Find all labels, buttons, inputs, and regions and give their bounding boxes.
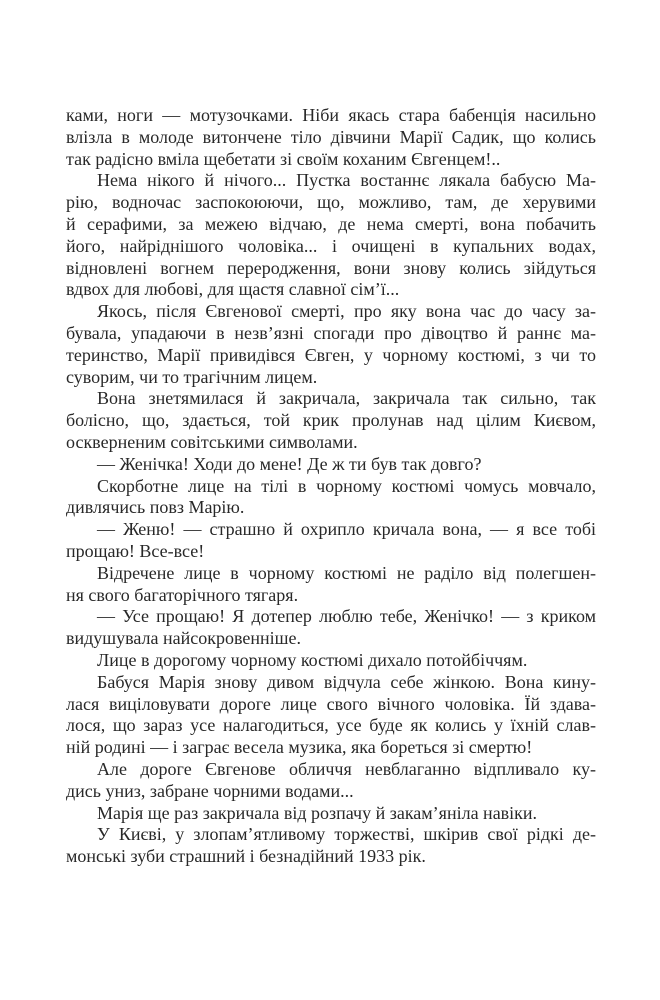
page-text — [66, 105, 596, 868]
text-line: рію, водночас заспокоюючи, що, можливо, там, де херувими — [66, 192, 596, 213]
text-line: Але дороге Євгенове обличчя невблаганно відпливало ку- — [97, 758, 596, 779]
text-line: Скорботне лице на тілі в чорному костюмі чомусь мовчало, — [97, 475, 596, 496]
text-line: лося, що зараз усе налагодиться, усе буде як колись у їхній слав- — [66, 715, 596, 736]
text-line: й серафими, за межею відчаю, де нема смерті, вона побачить — [66, 213, 596, 234]
text-line: бувала, упадаючи в незв’язні спогади про дівоцтво й раннє ма- — [66, 322, 596, 343]
text-line: прощаю! Все-все! — [66, 540, 205, 561]
text-line: дись униз, забране чорними водами... — [66, 780, 354, 801]
text-line: монські зуби страшний і безнадійний 1933 рік. — [66, 846, 426, 867]
text-line: лася виціловувати дороге лице свого вічного чоловіка. Їй здава- — [66, 693, 596, 714]
text-line: — Усе прощаю! Я дотепер люблю тебе, Женічко! — з криком — [97, 606, 596, 627]
text-line: ній родині — і заграє весела музика, яка бореться зі смертю! — [66, 737, 533, 758]
text-line: вдвох для любові, для щастя славної сім’ї... — [66, 279, 400, 300]
text-line: відновлені вогнем переродження, вони знову колись зійдуться — [66, 257, 596, 278]
text-line: суворим, чи то трагічним лицем. — [66, 366, 318, 387]
text-line: болісно, що, здається, той крик пролунав над цілим Києвом, — [66, 410, 596, 431]
text-line: Марія ще раз закричала від розпачу й закам’яніла навіки. — [97, 802, 538, 823]
text-line: Бабуся Марія знову дивом відчула себе жінкою. Вона кину- — [97, 671, 596, 692]
text-line: Якось, після Євгенової смерті, про яку вона час до часу за- — [97, 301, 596, 322]
text-line: видушувала найсокровенніше. — [66, 628, 302, 649]
text-line: теринство, Марії привидівся Євген, у чорному костюмі, з чи то — [66, 344, 596, 365]
text-line: влізла в молоде витончене тіло дівчини Марії Садик, що колись — [66, 126, 596, 147]
text-line: — Женю! — страшно й охрипло кричала вона, — я все тобі — [97, 519, 596, 540]
text-line: ками, ноги — мотузочками. Ніби якась стара бабенція насильно — [66, 105, 596, 125]
text-line: Відречене лице в чорному костюмі не раділо від полегшен- — [97, 562, 596, 583]
text-line: — Женічка! Ходи до мене! Де ж ти був так довго? — [97, 453, 482, 474]
text-line: дивлячись повз Марію. — [66, 497, 245, 518]
text-line: Вона знетямилася й закричала, закричала так сильно, так — [97, 388, 596, 409]
text-line: Лице в дорогому чорному костюмі дихало потойбіччям. — [97, 649, 528, 670]
text-line: оскверненим совітськими символами. — [66, 431, 358, 452]
text-line: У Києві, у злопам’ятливому торжестві, шкірив свої рідкі де- — [97, 824, 596, 845]
text-line: так радісно вміла щебетати зі своїм коханим Євгенцем!.. — [66, 148, 501, 169]
text-line: його, найріднішого чоловіка... і очищені в купальних водах, — [66, 235, 596, 256]
text-line: Нема нікого й нічого... Пустка востаннє лякала бабусю Ма- — [97, 170, 596, 191]
text-line: ня свого багаторічного тягаря. — [66, 584, 299, 605]
